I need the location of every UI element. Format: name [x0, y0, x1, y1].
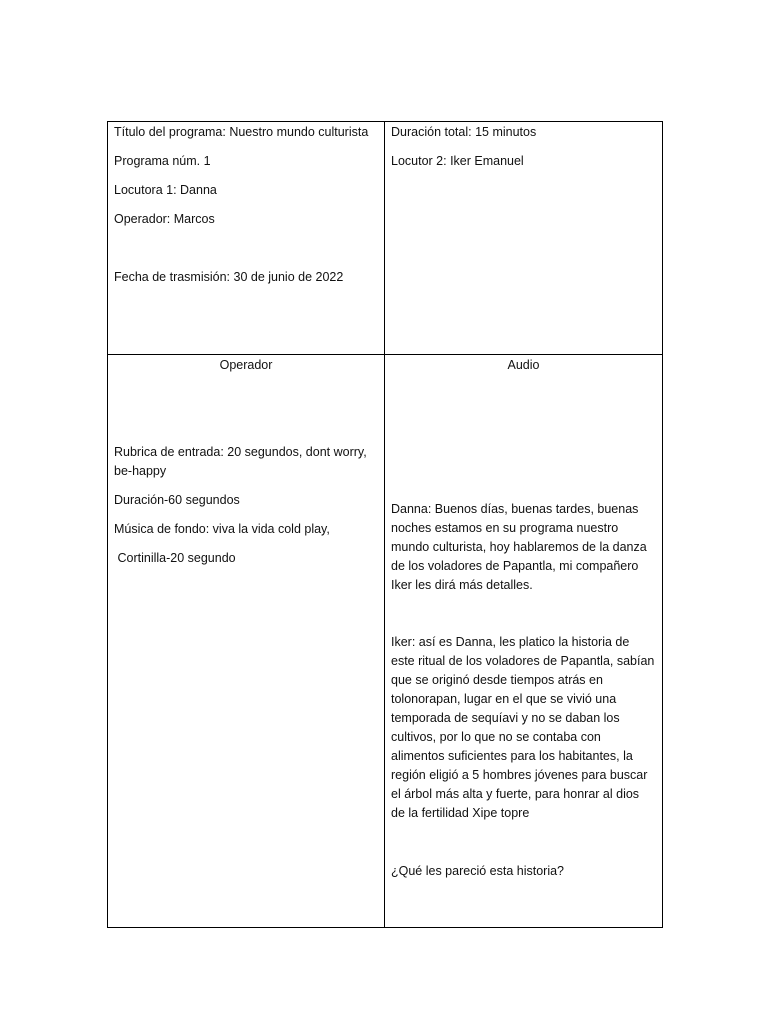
danna-dialogue: Danna: Buenos días, buenas tardes, buenas noches estamos en su programa nuestro mundo culturista, hoy hablaremos de la danza de los voladores de Papantla, mi compañero Iker les dirá más detalles. [391, 502, 647, 592]
broadcast-date: Fecha de trasmisión: 30 de junio de 2022 [114, 270, 344, 284]
segment-duration: Duración-60 segundos [114, 493, 240, 507]
closing-question: ¿Qué les pareció esta historia? [391, 864, 565, 878]
background-music: Música de fondo: viva la vida cold play, [114, 522, 330, 536]
radio-script-table [107, 121, 663, 928]
duration-info-cell [385, 122, 663, 355]
program-number: Programa núm. 1 [114, 154, 211, 168]
cortinilla: Cortinilla-20 segundo [114, 551, 236, 565]
total-duration: Duración total: 15 minutos [391, 125, 537, 139]
intro-jingle: Rubrica de entrada: 20 segundos, dont worry, be-happy [114, 445, 367, 478]
operator-column [108, 355, 385, 928]
operator-heading: Operador [219, 358, 273, 372]
content-row [108, 355, 663, 928]
audio-heading: Audio [507, 358, 540, 372]
audio-column [385, 355, 663, 928]
iker-dialogue: Iker: así es Danna, les platico la historia de este ritual de los voladores de Papantla, sabían que se originó desde tiempos atrás en tolonorapan, lugar en el que se vivió una temporada de sequíavi y no se daban los cultivos, por lo que no se contaba con alimentos suficientes para los habitantes, la región eligió a 5 hombres jóvenes para buscar el árbol más alta y fuerte, para honrar al dios de la fertilidad Xipe topre [391, 635, 655, 820]
announcer-2: Locutor 2: Iker Emanuel [391, 154, 524, 168]
header-row [108, 122, 663, 355]
announcer-1: Locutora 1: Danna [114, 183, 217, 197]
operator-name: Operador: Marcos [114, 212, 215, 226]
program-title: Título del programa: Nuestro mundo culturista [114, 125, 369, 139]
program-info-cell [108, 122, 385, 355]
